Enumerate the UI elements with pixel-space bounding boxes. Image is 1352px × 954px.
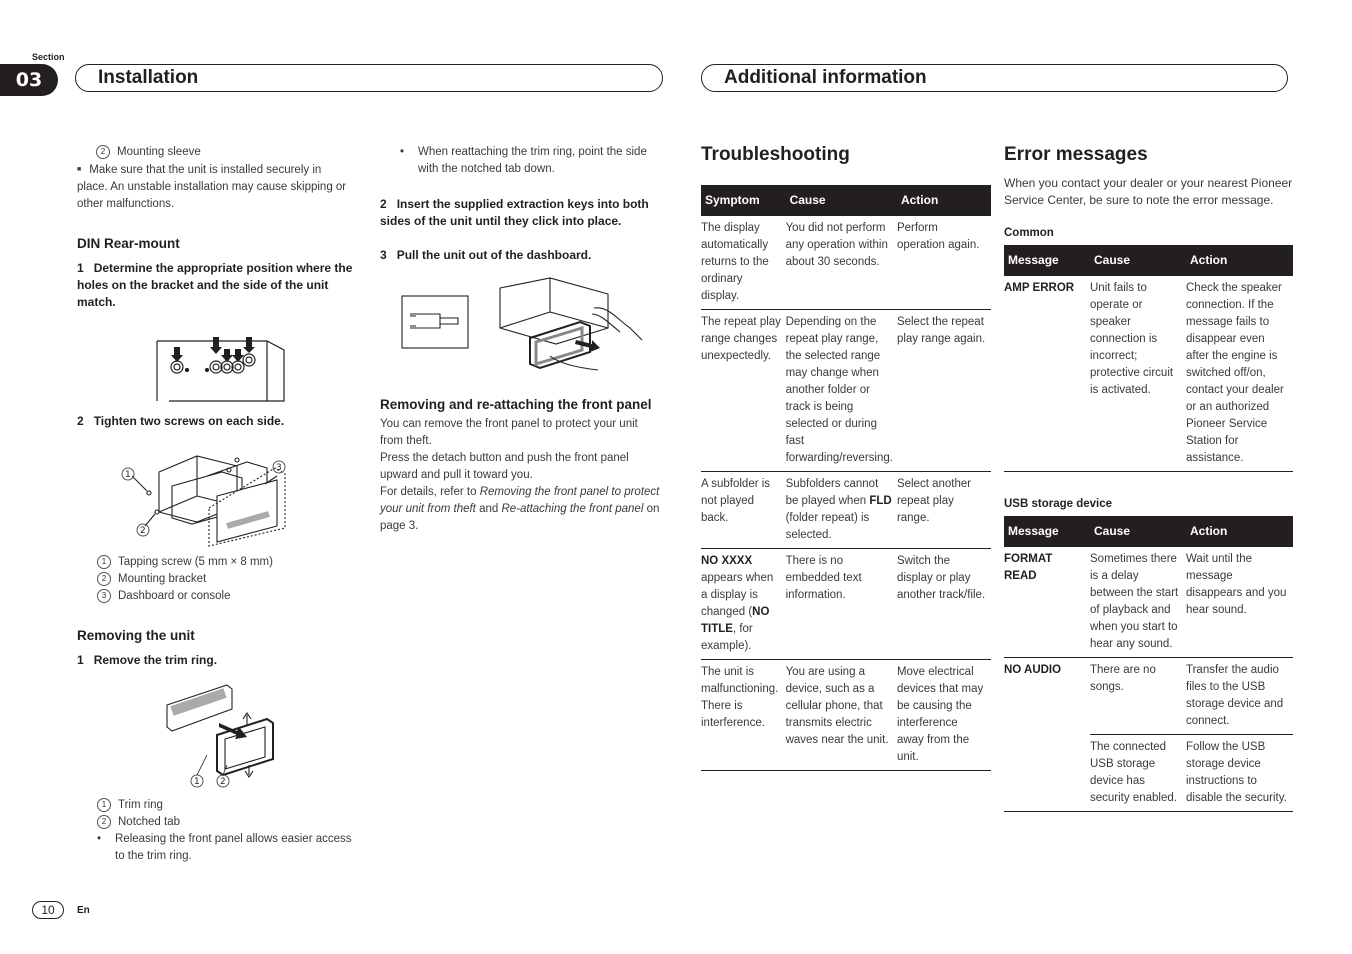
legend-item	[77, 554, 355, 571]
reattach-note-text: When reattaching the trim ring, point the side with the notched tab down.	[418, 146, 647, 175]
symptom-text: appears when a display is changed (	[701, 572, 774, 618]
figure-2-callout: 1	[125, 470, 131, 480]
step-number: 1	[77, 261, 84, 275]
column-header: Action	[1186, 245, 1293, 276]
figure-3-legend	[77, 797, 355, 865]
figure-2-callout: 3	[276, 463, 282, 473]
additional-info-header	[701, 64, 1288, 92]
column-header: Cause	[1090, 245, 1186, 276]
legend-item	[77, 814, 355, 831]
table-header-row	[1004, 245, 1293, 276]
common-errors-table	[1004, 245, 1293, 472]
step-number: 2	[77, 414, 84, 428]
step-text: Pull the unit out of the dashboard.	[396, 248, 592, 262]
callout-number: 1	[97, 555, 111, 569]
removing-unit-heading: Removing the unit	[77, 628, 195, 643]
figure-3-callout: 1	[194, 777, 200, 787]
bullet-dot-icon: •	[400, 146, 405, 158]
front-panel-para-2: Press the detach button and push the front panel upward and pull it toward you.	[380, 452, 629, 481]
step-text: Remove the trim ring.	[93, 653, 218, 667]
bullet-dot-icon: •	[97, 833, 102, 845]
table-header-row	[701, 185, 991, 216]
symptom-text: , for example).	[701, 623, 753, 652]
language-label: En	[77, 905, 90, 916]
cause-text: Subfolders cannot be played when	[785, 478, 879, 507]
legend-text: Dashboard or console	[118, 590, 231, 602]
usb-storage-label: USB storage device	[1004, 498, 1113, 510]
action-cell: Wait until the message disappears and you hear sound.	[1186, 547, 1293, 658]
error-messages-intro: When you contact your dealer or your nearest Pioneer Service Center, be sure to note the error message.	[1004, 176, 1293, 207]
legend-item	[77, 571, 355, 588]
cause-cell: You did not perform any operation within about 30 seconds.	[786, 216, 897, 310]
installation-header-title: Installation	[98, 67, 199, 88]
troubleshooting-table	[701, 185, 991, 771]
secure-installation-note	[77, 161, 355, 213]
callout-number: 2	[96, 145, 110, 159]
column-header: Symptom	[701, 185, 786, 216]
para-text: For details, refer to	[380, 486, 480, 498]
reattach-trim-note	[380, 144, 660, 178]
cause-text: (folder repeat) is selected.	[785, 512, 870, 541]
front-panel-heading: Removing and re-attaching the front panel	[380, 397, 652, 412]
figure-2-legend	[77, 554, 355, 605]
step-number: 1	[77, 653, 84, 667]
cause-cell: Depending on the repeat play range, the selected range may change when another folder or track is being selected or during fast forwarding/reversing.	[786, 310, 897, 472]
troubleshooting-section	[701, 144, 991, 771]
para-text: on page 3.	[380, 503, 660, 532]
mounting-sleeve-text: Mounting sleeve	[117, 146, 201, 158]
action-cell: Select the repeat play range again.	[897, 310, 991, 472]
table-row	[701, 310, 991, 472]
column-header: Action	[897, 185, 991, 216]
section-number-badge: 03	[0, 64, 58, 96]
installation-column-1	[77, 144, 355, 865]
cross-reference-link: Removing the front panel to protect your unit from theft	[380, 486, 660, 515]
cause-cell: Sometimes there is a delay between the start of playback and when you start to hear any sound.	[1090, 547, 1186, 658]
section-label: Section	[32, 52, 65, 62]
step-3-pull-unit	[380, 247, 660, 264]
step-text: Determine the appropriate position where the holes on the bracket and the side of the unit match.	[77, 261, 353, 309]
page-number-badge: 10	[32, 901, 64, 919]
action-cell: Perform operation again.	[897, 216, 991, 310]
error-messages-section	[1004, 144, 1293, 812]
figure-2-callout: 2	[140, 526, 146, 536]
cause-cell: Unit fails to operate or speaker connection is incorrect; protective circuit is activated.	[1090, 276, 1186, 472]
symptom-cell: A subfolder is not played back.	[701, 472, 786, 549]
secure-note-text: Make sure that the unit is installed securely in place. An unstable installation may cause skipping or other malfunctions.	[77, 164, 347, 210]
release-note	[77, 831, 355, 865]
cause-cell: There is no embedded text information.	[786, 549, 897, 660]
installation-column-2	[380, 144, 660, 535]
installation-header	[75, 64, 663, 92]
message-cell: AMP ERROR	[1004, 276, 1090, 472]
table-row	[1004, 658, 1293, 735]
action-cell: Check the speaker connection. If the message fails to disappear even after the engine is switched off/on, contact your dealer or an authorized Pioneer Service Station for assistance.	[1186, 276, 1293, 472]
callout-number: 1	[97, 798, 111, 812]
cross-reference-link: Re-attaching the front panel	[501, 503, 644, 515]
column-header: Cause	[1090, 516, 1186, 547]
message-cell: FORMAT READ	[1004, 547, 1090, 658]
para-text: and	[475, 503, 502, 515]
symptom-cell	[701, 660, 786, 771]
common-label: Common	[1004, 227, 1054, 239]
symptom-text: The unit is malfunctioning.	[701, 666, 779, 695]
legend-text: Trim ring	[118, 799, 163, 811]
step-number: 2	[380, 197, 387, 211]
din-rear-mount-heading: DIN Rear-mount	[77, 236, 180, 251]
step-text: Insert the supplied extraction keys into both sides of the unit until they click into place.	[380, 197, 649, 228]
legend-item	[77, 588, 355, 605]
step-number: 3	[380, 248, 387, 262]
column-header: Message	[1004, 245, 1090, 276]
message-cell	[1004, 735, 1090, 812]
cause-cell: You are using a device, such as a cellular phone, that transmits electric waves near the unit.	[786, 660, 897, 771]
action-cell: Move electrical devices that may be causing the interference away from the unit.	[897, 660, 991, 771]
troubleshooting-title: Troubleshooting	[701, 144, 850, 165]
callout-number: 2	[97, 572, 111, 586]
cause-cell: The connected USB storage device has security enabled.	[1090, 735, 1186, 812]
step-text: Tighten two screws on each side.	[93, 414, 285, 428]
cause-cell	[786, 472, 897, 549]
column-header: Action	[1186, 516, 1293, 547]
column-header: Cause	[786, 185, 897, 216]
step-1-determine-position	[77, 260, 355, 311]
trim-ring-figure	[77, 675, 355, 785]
cause-cell: There are no songs.	[1090, 658, 1186, 735]
pull-unit-figure	[380, 278, 660, 378]
table-row	[1004, 735, 1293, 812]
legend-text: Tapping screw (5 mm × 8 mm)	[118, 556, 273, 568]
table-row	[701, 472, 991, 549]
table-row	[701, 660, 991, 771]
step-2-insert-keys	[380, 196, 660, 230]
symptom-cell: The display automatically returns to the ordinary display.	[701, 216, 786, 310]
error-messages-title: Error messages	[1004, 144, 1148, 165]
legend-text: Notched tab	[118, 816, 181, 828]
figure-3-callout: 2	[220, 777, 226, 787]
bracket-holes-figure	[77, 317, 355, 397]
action-cell: Follow the USB storage device instructions to disable the security.	[1186, 735, 1293, 812]
display-code: NO TITLE	[701, 606, 770, 635]
symptom-text: There is interference.	[701, 700, 765, 729]
step-2-tighten-screws	[77, 413, 355, 430]
table-row	[701, 549, 991, 660]
callout-number: 3	[97, 589, 111, 603]
legend-item	[77, 797, 355, 814]
legend-text: Mounting bracket	[118, 573, 207, 585]
column-header: Message	[1004, 516, 1090, 547]
mounting-sleeve-label	[77, 144, 355, 161]
action-cell: Transfer the audio files to the USB storage device and connect.	[1186, 658, 1293, 735]
symptom-cell: The repeat play range changes unexpectedly.	[701, 310, 786, 472]
front-panel-para-1: You can remove the front panel to protect your unit from theft.	[380, 418, 638, 447]
usb-errors-table	[1004, 516, 1293, 812]
step-1-remove-trim-ring	[77, 652, 355, 669]
display-code: FLD	[869, 495, 892, 507]
callout-number: 2	[97, 815, 111, 829]
symptom-cell	[701, 549, 786, 660]
table-row	[1004, 547, 1293, 658]
table-row	[701, 216, 991, 310]
front-panel-para-3	[380, 484, 660, 535]
message-cell: NO AUDIO	[1004, 664, 1062, 676]
additional-info-header-title: Additional information	[724, 67, 927, 88]
table-header-row	[1004, 516, 1293, 547]
mounting-bracket-figure	[77, 436, 355, 546]
action-cell: Select another repeat play range.	[897, 472, 991, 549]
action-cell: Switch the display or play another track/file.	[897, 549, 991, 660]
release-note-text: Releasing the front panel allows easier access to the trim ring.	[115, 833, 352, 862]
display-code: NO XXXX	[701, 555, 753, 567]
table-row	[1004, 276, 1293, 472]
